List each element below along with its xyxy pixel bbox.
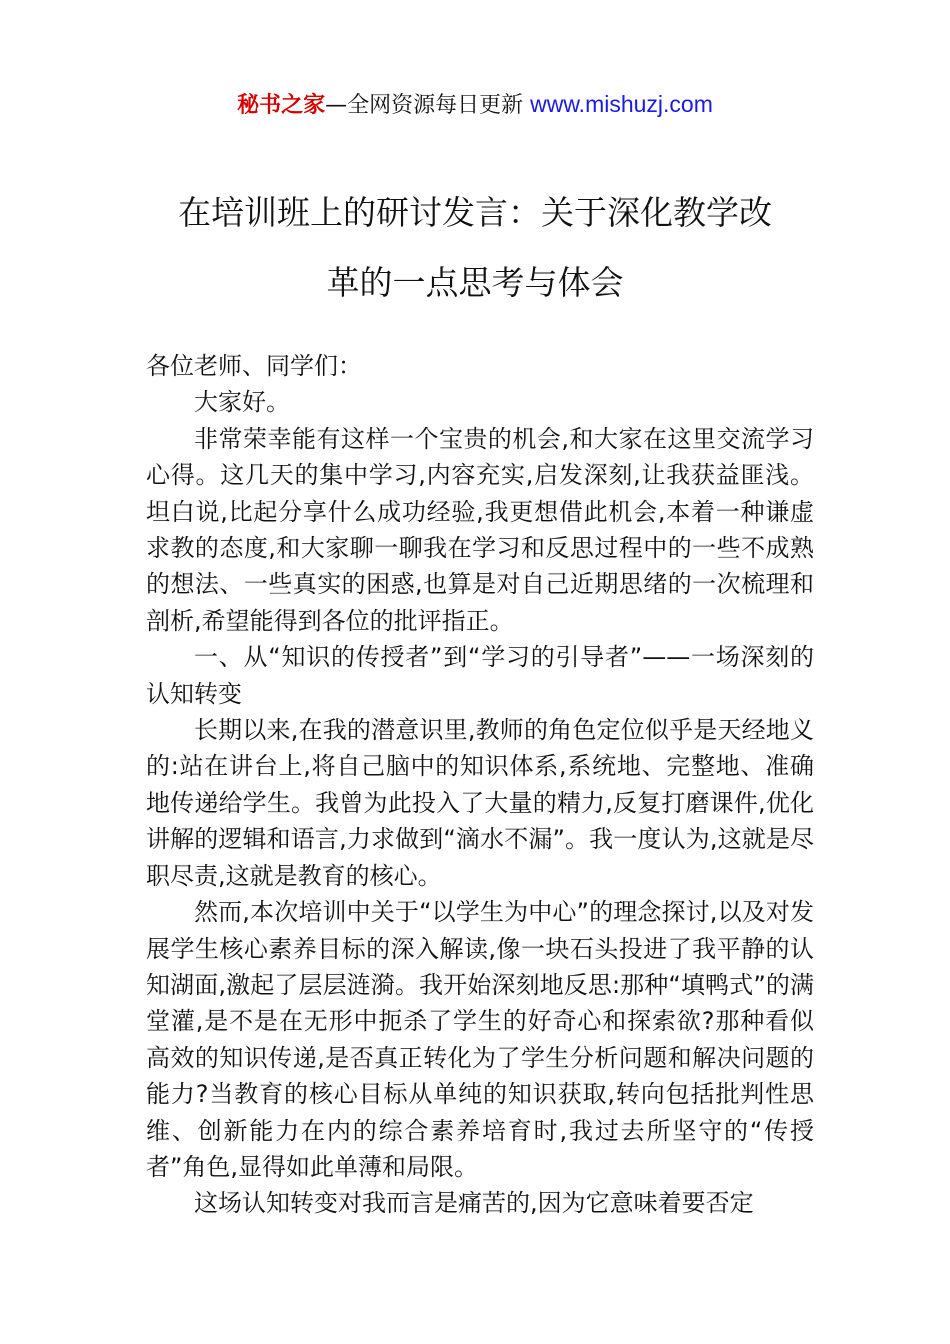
title-line-1: 在培训班上的研讨发言：关于深化教学改	[178, 193, 772, 232]
salutation: 各位老师、同学们：	[146, 352, 362, 380]
document-body	[146, 348, 814, 1222]
page-header	[0, 86, 950, 124]
paragraph: 然而,本次培训中关于“以学生为中心”的理念探讨,以及对发展学生核心素养目标的深入解读,像一块石头投进了我平静的认知湖面,激起了层层涟漪。我开始深刻地反思:那种“填鸭式”的满堂灌,是不是在无形中扼杀了学生的好奇心和探索欲?那种看似高效的知识传递,是否真正转化为了学生分析问题和解决问题的能力?当教育的核心目标从单纯的知识获取,转向包括批判性思维、创新能力在内的综合素养培育时,我过去所坚守的“传授者”角色,显得如此单薄和局限。	[146, 898, 814, 1181]
document-title	[0, 178, 950, 318]
website-link[interactable]: www.mishuzj.com	[530, 91, 713, 117]
paragraph: 这场认知转变对我而言是痛苦的,因为它意味着要否定	[194, 1189, 754, 1218]
paragraph-intro: 非常荣幸能有这样一个宝贵的机会,和大家在这里交流学习心得。这几天的集中学习,内容充实,启发深刻,让我获益匪浅。坦白说,比起分享什么成功经验,我更想借此机会,本着一种谦虚求教的态度,和大家聊一聊我在学习和反思过程中的一些不成熟的想法、一些真实的困惑,也算是对自己近期思绪的一次梳理和剖析,希望能得到各位的批评指正。	[146, 424, 814, 635]
title-line-2: 革的一点思考与体会	[326, 263, 624, 302]
section-heading-1: 一、从“知识的传授者”到“学习的引导者”——一场深刻的认知转变	[146, 643, 814, 708]
brand-name: 秘书之家	[237, 93, 326, 118]
paragraph: 长期以来,在我的潜意识里,教师的角色定位似乎是天经地义的:站在讲台上,将自己脑中的知识体系,系统地、完整地、准确地传递给学生。我曾为此投入了大量的精力,反复打磨课件,优化讲解的逻辑和语言,力求做到“滴水不漏”。我一度认为,这就是尽职尽责,这就是教育的核心。	[146, 716, 814, 890]
header-tagline: —全网资源每日更新	[325, 93, 531, 118]
greeting: 大家好。	[194, 388, 290, 417]
